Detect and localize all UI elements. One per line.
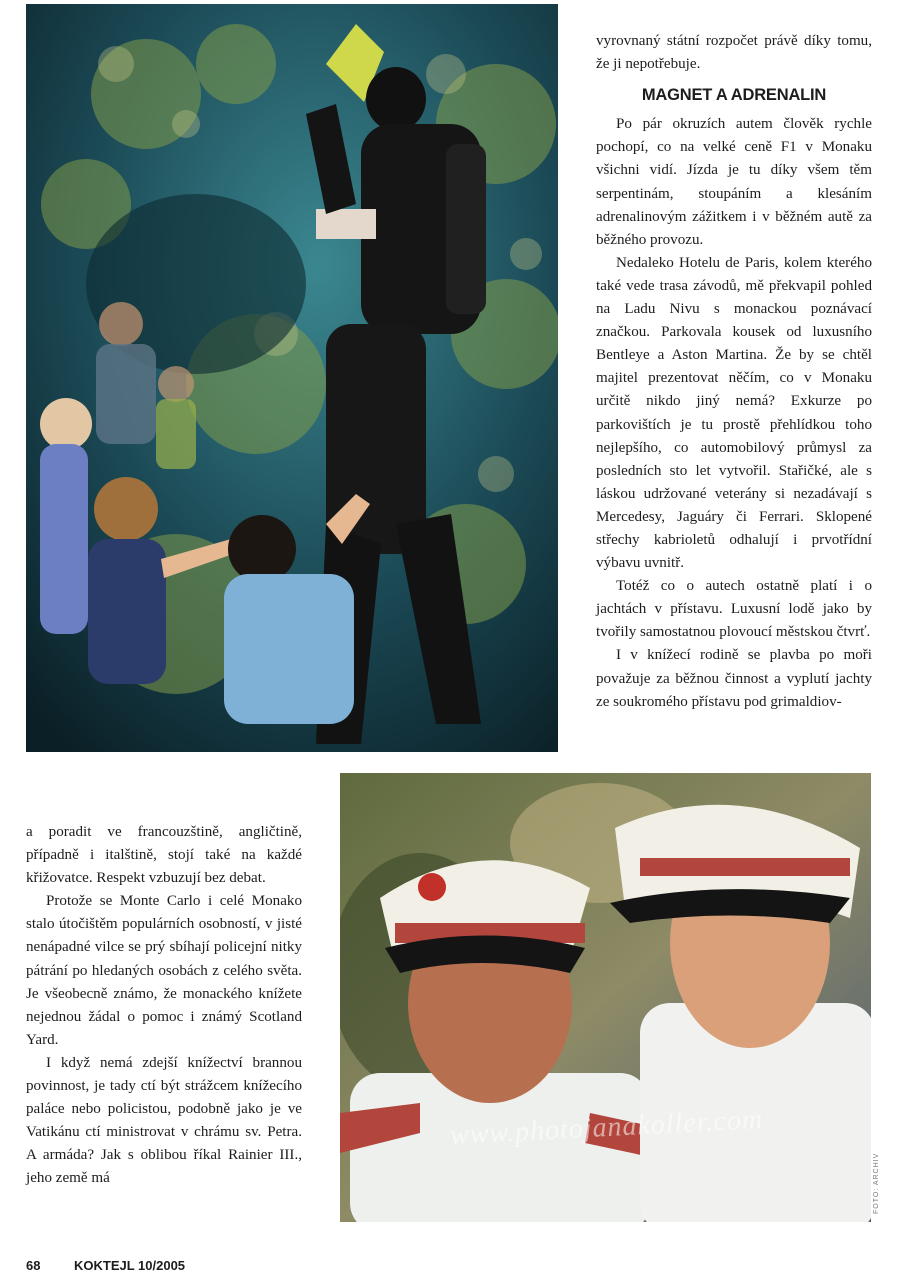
magazine-issue: KOKTEJL 10/2005 — [74, 1258, 186, 1273]
article-paragraph: Totéž co o autech ostatně platí i o jachtách v přístavu. Luxusní lodě jako by tvořily samostatnou plovoucí městskou čtvrť. — [596, 578, 872, 641]
article-paragraph: I v knížecí rodině se plavba po moři považuje za běžnou činnost a vyplutí jachty ze soukromého přístavu pod grimaldiov- — [596, 647, 872, 710]
page-number: 68 — [26, 1258, 41, 1273]
article-column-bottom — [26, 821, 302, 1191]
diver-aquarium-icon — [26, 4, 558, 752]
police-officers-photo — [340, 773, 871, 1222]
article-column-top — [596, 30, 872, 714]
article-paragraph: I když nemá zdejší knížectví brannou povinnost, je tady ctí být strážcem knížecího paláce nebo policistou, podobně jako je ve Vatikánu ctí ministrovat v chrámu sv. Petra. A armáda? Jak s oblibou říkal Rainier III., jeho země má — [26, 1054, 302, 1187]
article-lead-paragraph: vyrovnaný státní rozpočet právě díky tomu, že ji nepotřebuje. — [596, 33, 872, 73]
diver-photo — [26, 4, 558, 752]
photo-credit: FOTO: ARCHIV — [873, 1152, 880, 1214]
police-officers-icon — [340, 773, 871, 1222]
section-heading: MAGNET A ADRENALIN — [641, 86, 827, 105]
photo-watermark: www.photojanakoller.com — [449, 1103, 764, 1152]
article-lead-paragraph: a poradit ve francouzštině, angličtině, případně i italštině, stojí také na každé křižovatce. Respekt vzbuzují bez debat. — [26, 824, 302, 887]
article-paragraph: Po pár okruzích autem člověk rychle pochopí, co na velké ceně F1 v Monaku všichni vidí. Jízda je tu díky všem těm serpentinám, stoupáním a klesáním adrenalinovým zážitkem i v běžném autě za běžného provozu. — [596, 116, 872, 248]
article-paragraph: Protože se Monte Carlo i celé Monako stalo útočištěm populárních osobností, v jisté nenápadné vilce se prý sbíhají policejní nitky pátrání po hledaných osobách z celého světa. Je všeobecně známo, že monackého knížete nejednou žádal o pomoc i známý Scotland Yard. — [26, 893, 302, 1048]
article-paragraph: Nedaleko Hotelu de Paris, kolem kterého také vede trasa závodů, mě překvapil pohled na Ladu Nivu s monackou poznávací značkou. Parkovala kousek od luxusního Bentleye a Aston Martina. Že by se chtěl majitel prezentovat něčím, co v Monaku určitě nikdo jiný nemá? Exkurze po parkovištích je tu prostě přehlídkou toho nejlepšího, co automobilový průmysl za posledních sto let vytvořil. Stařičké, ale s láskou udržované veterány si nezadávají s Mercedesy, Jaguáry či Ferrari. Sklopené střechy kabrioletů odhalují i prvotřídní výbavu uvnitř. — [596, 254, 872, 572]
